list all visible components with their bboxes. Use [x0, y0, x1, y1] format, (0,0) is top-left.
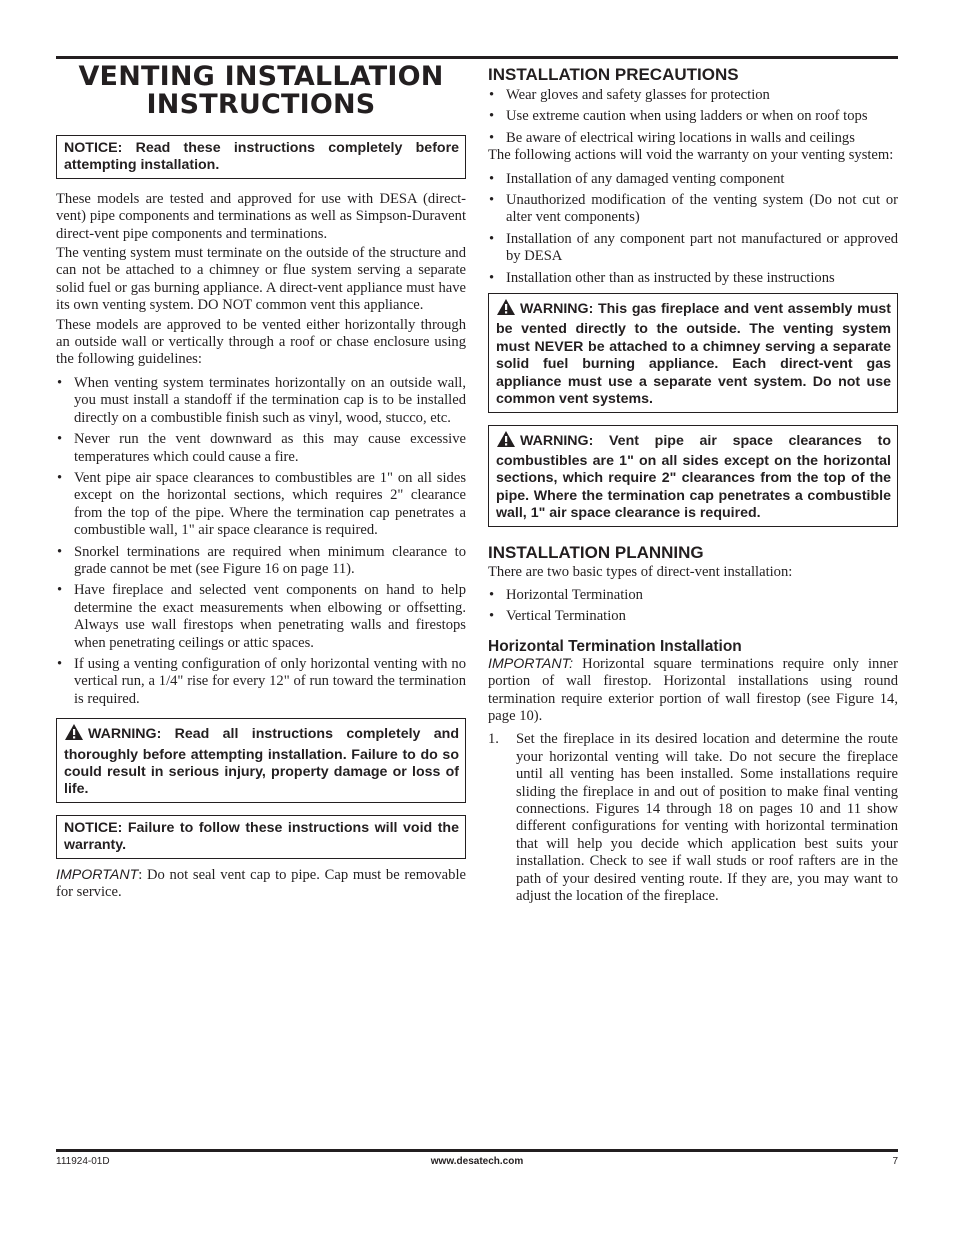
- footer-doc-number: 111924-01D: [56, 1156, 110, 1167]
- list-item: • Have fireplace and selected vent components on hand to help determine the exact measurements when elbowing or offsetting. Always use wall firestops when penetrating walls and firestops when penetrating ceilings or attic spaces.: [57, 582, 466, 651]
- intro-paragraph-2: The venting system must terminate on the outside of the structure and can not be attached to a chimney or flue system serving a separate solid fuel or gas burning appliance. A direct-vent appliance must have its own venting system. DO NOT common vent this appliance.: [56, 245, 466, 314]
- important-note: IMPORTANT: Do not seal vent cap to pipe. Cap must be removable for service.: [56, 866, 466, 901]
- step-item: 1. Set the fireplace in its desired location and determine the route your horizontal venting will take. Do not secure the fireplace until all venting has been installed. Some installations require sliding the fireplace in and out of position to make final venting connections. Figures 14 through 18 on pages 10 and 11 show different configurations for venting with horizontal termination that will help you decide which application best suits your installation. Check to see if wall studs or roof rafters are in the path of your desired venting route. If they are, you may want to adjust the location of the fireplace.: [488, 731, 898, 905]
- notice-read-instructions: NOTICE: Read these instructions completely before attempting installation.: [56, 135, 466, 179]
- left-column: [56, 63, 466, 903]
- list-item: • If using a venting configuration of only horizontal venting with no vertical run, a 1/4" rise for every 12" of run toward the termination is required.: [57, 655, 466, 707]
- list-item: • When venting system terminates horizontally on an outside wall, you must install a standoff if the termination cap is to be installed directly on a combustible finish such as vinyl, wood, stucco, etc.: [57, 374, 466, 426]
- horizontal-important-note: IMPORTANT: Horizontal square terminations require only inner portion of wall firestop. Horizontal installations using round termination require exterior portion of wall firestop (see Figure 14, page 10).: [488, 655, 898, 724]
- list-item: • Horizontal Termination: [489, 586, 643, 603]
- precautions-heading: INSTALLATION PRECAUTIONS: [488, 65, 739, 84]
- list-item: • Wear gloves and safety glasses for protection: [489, 87, 770, 103]
- bullet-icon: •: [489, 170, 495, 187]
- bullet-icon: •: [57, 374, 63, 391]
- bullet-icon: •: [489, 129, 495, 146]
- list-item: • Installation of any component part not manufactured or approved by DESA: [489, 230, 898, 265]
- list-item: • Snorkel terminations are required when minimum clearance to grade cannot be met (see Figure 16 on page 11).: [57, 543, 466, 577]
- bullet-icon: •: [489, 230, 495, 247]
- footer-website: www.desatech.com: [430, 1156, 524, 1167]
- right-column: [488, 63, 898, 905]
- bullet-icon: •: [57, 582, 63, 599]
- warning-vent-directly-outside: WARNING: This gas fireplace and vent assembly must be vented directly to the outside. The venting system must NEVER be attached to a chimney serving a separate solid fuel burning appliance. Each direct-vent gas appliance must use a separate vent system. Do not use common vent systems.: [488, 293, 898, 412]
- list-item: • Vent pipe air space clearances to combustibles are 1" on all sides except on the horizontal sections, which requires 2" clearance from the top of the pipe. Where the termination cap penetrates a combustible wall, 1" air space clearance is required.: [57, 469, 466, 539]
- bullet-icon: •: [57, 543, 63, 560]
- list-item: • Unauthorized modification of the venting system (Do not cut or alter vent components): [489, 192, 898, 226]
- intro-paragraph-3: These models are approved to be vented either horizontally through an outside wall or vertically through a roof or chase enclosure using the following guidelines:: [56, 316, 466, 368]
- list-item: • Be aware of electrical wiring locations in walls and ceilings: [489, 129, 855, 146]
- bullet-icon: •: [489, 608, 495, 625]
- list-item: • Vertical Termination: [489, 608, 626, 625]
- precautions-list: [488, 87, 898, 147]
- warning-triangle-icon: [496, 298, 516, 321]
- page-title: VENTING INSTALLATION INSTRUCTIONS: [78, 61, 444, 120]
- horizontal-termination-heading: Horizontal Termination Installation: [488, 637, 742, 655]
- bullet-icon: •: [489, 108, 495, 125]
- list-item: • Never run the vent downward as this may cause excessive temperatures which could cause a fire.: [57, 431, 466, 465]
- top-rule: [56, 56, 898, 59]
- installation-steps: [488, 731, 898, 905]
- void-warranty-list: [488, 171, 898, 287]
- list-item: • Installation of any damaged venting component: [489, 170, 785, 187]
- warning-triangle-icon: [64, 723, 84, 746]
- notice-void-warranty: NOTICE: Failure to follow these instructions will void the warranty.: [56, 815, 466, 859]
- bottom-rule: [56, 1149, 898, 1152]
- void-warranty-intro: The following actions will void the warranty on your venting system:: [488, 147, 894, 164]
- bullet-icon: •: [57, 469, 63, 486]
- planning-list: [488, 587, 898, 626]
- bullet-icon: •: [57, 655, 63, 672]
- list-item: • Use extreme caution when using ladders or when on roof tops: [489, 108, 868, 125]
- warning-triangle-icon: [496, 430, 516, 453]
- bullet-icon: •: [57, 431, 63, 448]
- footer-page-number: 7: [892, 1156, 898, 1167]
- bullet-icon: •: [489, 192, 495, 209]
- bullet-icon: •: [489, 269, 495, 286]
- bullet-icon: •: [489, 586, 495, 603]
- planning-heading: INSTALLATION PLANNING: [488, 542, 704, 562]
- warning-air-space-clearances: WARNING: Vent pipe air space clearances to combustibles are 1" on all sides except on the horizontal sections, which require 2" clearances from the top of the pipe. Where the termination cap penetrates a combustible wall, 1" air space clearance is required.: [488, 425, 898, 527]
- list-item: • Installation other than as instructed by these instructions: [489, 269, 835, 286]
- intro-paragraph-1: These models are tested and approved for use with DESA (direct-vent) pipe components and terminations as well as Simpson-Duravent direct-vent pipe components and terminations.: [56, 190, 466, 242]
- bullet-icon: •: [489, 87, 495, 103]
- warning-read-all-instructions: WARNING: Read all instructions completely and thoroughly before attempting installation. Failure to do so could result in serious injury, property damage or loss of life.: [56, 718, 466, 803]
- guidelines-list: [56, 375, 466, 708]
- planning-intro: There are two basic types of direct-vent installation:: [488, 563, 793, 580]
- step-number: 1.: [488, 731, 499, 748]
